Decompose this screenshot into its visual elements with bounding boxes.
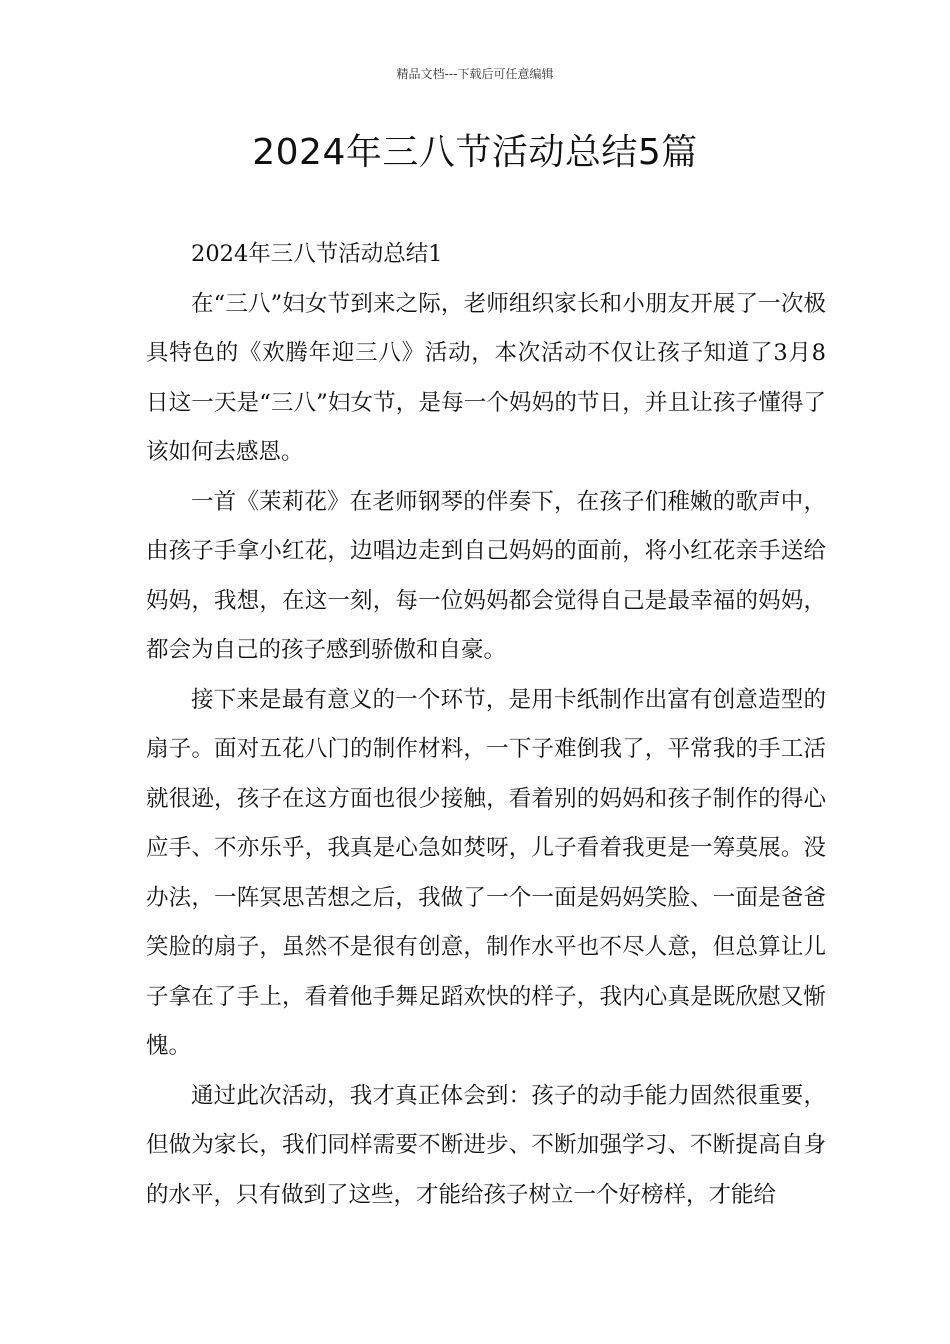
- paragraph-2: 一首《茉莉花》在老师钢琴的伴奏下，在孩子们稚嫩的歌声中，由孩子手拿小红花，边唱边走到自己妈妈的面前，将小红花亲手送给妈妈，我想，在这一刻，每一位妈妈都会觉得自己是最幸福的妈妈，都会为自己的孩子感到骄傲和自豪。: [146, 488, 826, 663]
- paragraph-3: 接下来是最有意义的一个环节，是用卡纸制作出富有创意造型的扇子。面对五花八门的制作材料，一下子难倒我了，平常我的手工活就很逊，孩子在这方面也很少接触，看着别的妈妈和孩子制作的得心应手、不亦乐乎，我真是心急如焚呀，儿子看着我更是一筹莫展。没办法，一阵冥思苦想之后，我做了一个一面是妈妈笑脸、一面是爸爸笑脸的扇子，虽然不是很有创意，制作水平也不尽人意，但总算让儿子拿在了手上，看着他手舞足蹈欢快的样子，我内心真是既欣慰又惭愧。: [146, 686, 826, 1059]
- paragraph-1: 在“三八”妇女节到来之际，老师组织家长和小朋友开展了一次极具特色的《欢腾年迎三八》活动，本次活动不仅让孩子知道了3月8日这一天是“三八”妇女节，是每一个妈妈的节日，并且让孩子懂得了该如何去感恩。: [146, 290, 826, 465]
- document-title: 2024年三八节活动总结5篇: [252, 132, 698, 173]
- page-header-note: 精品文档---下载后可任意编辑: [396, 67, 554, 81]
- paragraph-4: 通过此次活动，我才真正体会到：孩子的动手能力固然很重要，但做为家长，我们同样需要不断进步、不断加强学习、不断提高自身的水平，只有做到了这些，才能给孩子树立一个好榜样，才能给: [146, 1082, 826, 1208]
- section-heading: 2024年三八节活动总结1: [191, 241, 443, 267]
- document-body: [146, 230, 826, 1220]
